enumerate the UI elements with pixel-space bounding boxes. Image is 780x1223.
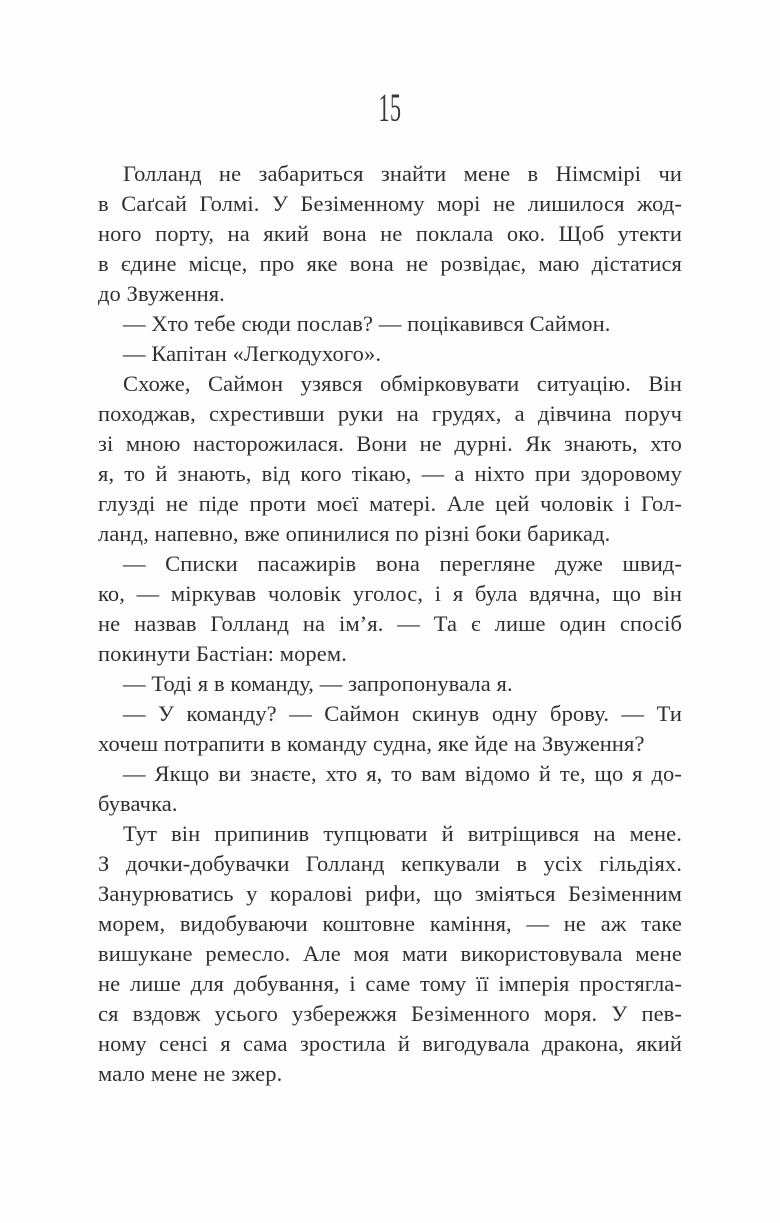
paragraph: [98, 309, 682, 339]
text-line: до Звуження.: [98, 281, 225, 306]
page-number: 15: [378, 85, 402, 130]
text-line: — Якщо ви знаєте, хто я, то вам відомо й те, що я до-: [123, 761, 682, 786]
paragraph: [98, 159, 682, 309]
text-line: Тут він припинив тупцювати й витріщився на мене.: [123, 821, 682, 846]
text-line: — Капітан «Легкодухого».: [123, 341, 382, 366]
text-line: З дочки-добувачки Голланд кепкували в усіх гільдіях.: [98, 851, 682, 876]
paragraph: [98, 759, 682, 819]
text-line: зі мною насторожилася. Вони не дурні. Як знають, хто: [98, 431, 682, 456]
text-line: Схоже, Саймон узявся обмірковувати ситуацію. Він: [123, 371, 682, 396]
text-line: ному сенсі я сама зростила й вигодувала дракона, який: [98, 1031, 682, 1056]
text-line: ного порту, на який вона не поклала око. Щоб утекти: [98, 221, 682, 246]
paragraph: [98, 699, 682, 759]
text-line: глузді не піде проти моєї матері. Але цей чоловік і Гол-: [98, 491, 682, 516]
text-line: — Хто тебе сюди послав? — поцікавився Саймон.: [123, 311, 611, 336]
text-line: покинути Бастіан: морем.: [98, 641, 347, 666]
paragraph: [98, 339, 682, 369]
text-line: бувачка.: [98, 791, 178, 816]
text-line: в Саґсай Голмі. У Безіменному морі не лишилося жод-: [98, 191, 682, 216]
text-line: — У команду? — Саймон скинув одну брову. — Ти: [123, 701, 682, 726]
text-block: [98, 159, 682, 1089]
text-line: ко, — міркував чоловік уголос, і я була вдячна, що він: [98, 581, 682, 606]
text-line: я, то й знають, від кого тікаю, — а ніхто при здоровому: [98, 461, 682, 486]
text-line: ся вздовж усього узбережжя Безіменного моря. У пев-: [98, 1001, 682, 1026]
paragraph: [98, 819, 682, 1089]
text-line: Занурюватись у коралові рифи, що зміяться Безіменним: [98, 881, 682, 906]
text-line: походжав, схрестивши руки на грудях, а дівчина поруч: [98, 401, 682, 426]
text-line: в єдине місце, про яке вона не розвідає, маю дістатися: [98, 251, 682, 276]
text-line: вишукане ремесло. Але моя мати використовувала мене: [98, 941, 682, 966]
text-line: хочеш потрапити в команду судна, яке йде на Звуження?: [98, 731, 645, 756]
text-line: не назвав Голланд на ім’я. — Та є лише один спосіб: [98, 611, 682, 636]
text-line: Голланд не забариться знайти мене в Німсмірі чи: [123, 161, 682, 186]
paragraph: [98, 669, 682, 699]
text-line: — Тоді я в команду, — запропонувала я.: [123, 671, 513, 696]
text-line: морем, видобуваючи коштовне каміння, — не аж таке: [98, 911, 682, 936]
text-line: мало мене не зжер.: [98, 1061, 283, 1086]
paragraph: [98, 369, 682, 549]
paragraph: [98, 549, 682, 669]
text-line: не лише для добування, і саме тому її імперія простягла-: [98, 971, 682, 996]
text-line: ланд, напевно, вже опинилися по різні боки барикад.: [98, 521, 611, 546]
text-line: — Списки пасажирів вона перегляне дуже швид-: [123, 551, 682, 576]
